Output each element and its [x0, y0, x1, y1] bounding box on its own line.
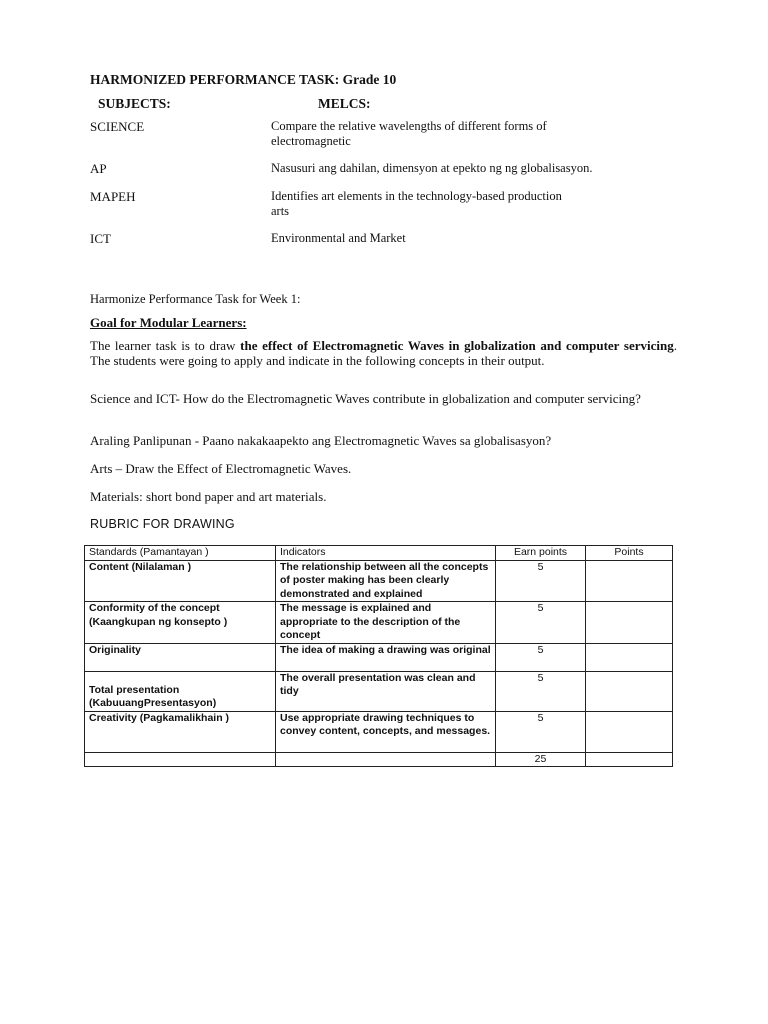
document-title: HARMONIZED PERFORMANCE TASK: Grade 10 [90, 72, 397, 87]
indicator-cell: The overall presentation was clean and tidy [276, 671, 496, 711]
points-cell [586, 643, 673, 671]
subject-name: SCIENCE [90, 119, 145, 134]
table-row [85, 602, 673, 644]
subject-name: MAPEH [90, 189, 136, 204]
araling-panlipunan-question: Araling Panlipunan - Paano nakakaapekto ang Electromagnetic Waves sa globalisasyon? [90, 433, 552, 448]
column-header: Points [586, 546, 673, 561]
standard-cell: Conformity of the concept (Kaangkupan ng konsepto ) [85, 602, 276, 644]
earn-points-cell: 5 [496, 560, 586, 602]
materials-line: Materials: short bond paper and art materials. [90, 489, 327, 504]
subject-name: ICT [90, 231, 111, 246]
empty-cell [85, 752, 276, 767]
standard-cell: Total presentation (KabuuangPresentasyon) [85, 671, 276, 711]
earn-points-cell: 5 [496, 671, 586, 711]
week-heading: Harmonize Performance Task for Week 1: [90, 292, 301, 306]
table-row [85, 711, 673, 752]
standard-cell: Creativity (Pagkamalikhain ) [85, 711, 276, 752]
table-row [85, 671, 673, 711]
subject-melc: Compare the relative wavelengths of different forms of electromagnetic [271, 119, 547, 148]
points-cell [586, 602, 673, 644]
earn-points-cell: 5 [496, 711, 586, 752]
subject-name: AP [90, 161, 107, 176]
rubric-header-row [85, 546, 673, 561]
points-cell [586, 560, 673, 602]
subject-melc: Identifies art elements in the technology-based production arts [271, 189, 562, 218]
rubric-table [84, 545, 673, 767]
indicator-cell: The relationship between all the concepts of poster making has been clearly demonstrated and explained [276, 560, 496, 602]
total-row [85, 752, 673, 767]
column-header: Standards (Pamantayan ) [85, 546, 276, 561]
indicator-cell: The idea of making a drawing was original [276, 643, 496, 671]
melcs-header: MELCS: [318, 96, 371, 111]
empty-cell [276, 752, 496, 767]
empty-cell [586, 752, 673, 767]
task-text-pre: The learner task is to draw [90, 338, 241, 353]
task-text-bold: the effect of Electromagnetic Waves in globalization and computer servicing [240, 338, 674, 353]
column-header: Earn points [496, 546, 586, 561]
table-row [85, 560, 673, 602]
standard-cell: Originality [85, 643, 276, 671]
indicator-cell: Use appropriate drawing techniques to convey content, concepts, and messages. [276, 711, 496, 752]
column-header: Indicators [276, 546, 496, 561]
arts-instruction: Arts – Draw the Effect of Electromagnetic Waves. [90, 461, 352, 476]
task-paragraph [90, 338, 677, 368]
standard-cell: Content (Nilalaman ) [85, 560, 276, 602]
points-cell [586, 671, 673, 711]
total-points-cell: 25 [496, 752, 586, 767]
earn-points-cell: 5 [496, 643, 586, 671]
rubric-heading: RUBRIC FOR DRAWING [90, 517, 235, 531]
points-cell [586, 711, 673, 752]
subject-melc: Environmental and Market [271, 231, 406, 245]
subject-melc: Nasusuri ang dahilan, dimensyon at epekto ng ng globalisasyon. [271, 161, 593, 175]
task-text-post: . The students were going to apply and indicate in the following concepts in their output. [90, 338, 677, 368]
goal-heading: Goal for Modular Learners: [90, 315, 247, 330]
subjects-header: SUBJECTS: [98, 96, 171, 111]
table-row [85, 643, 673, 671]
science-ict-question: Science and ICT- How do the Electromagnetic Waves contribute in globalization and computer servicing? [90, 391, 641, 406]
indicator-cell: The message is explained and appropriate to the description of the concept [276, 602, 496, 644]
earn-points-cell: 5 [496, 602, 586, 644]
